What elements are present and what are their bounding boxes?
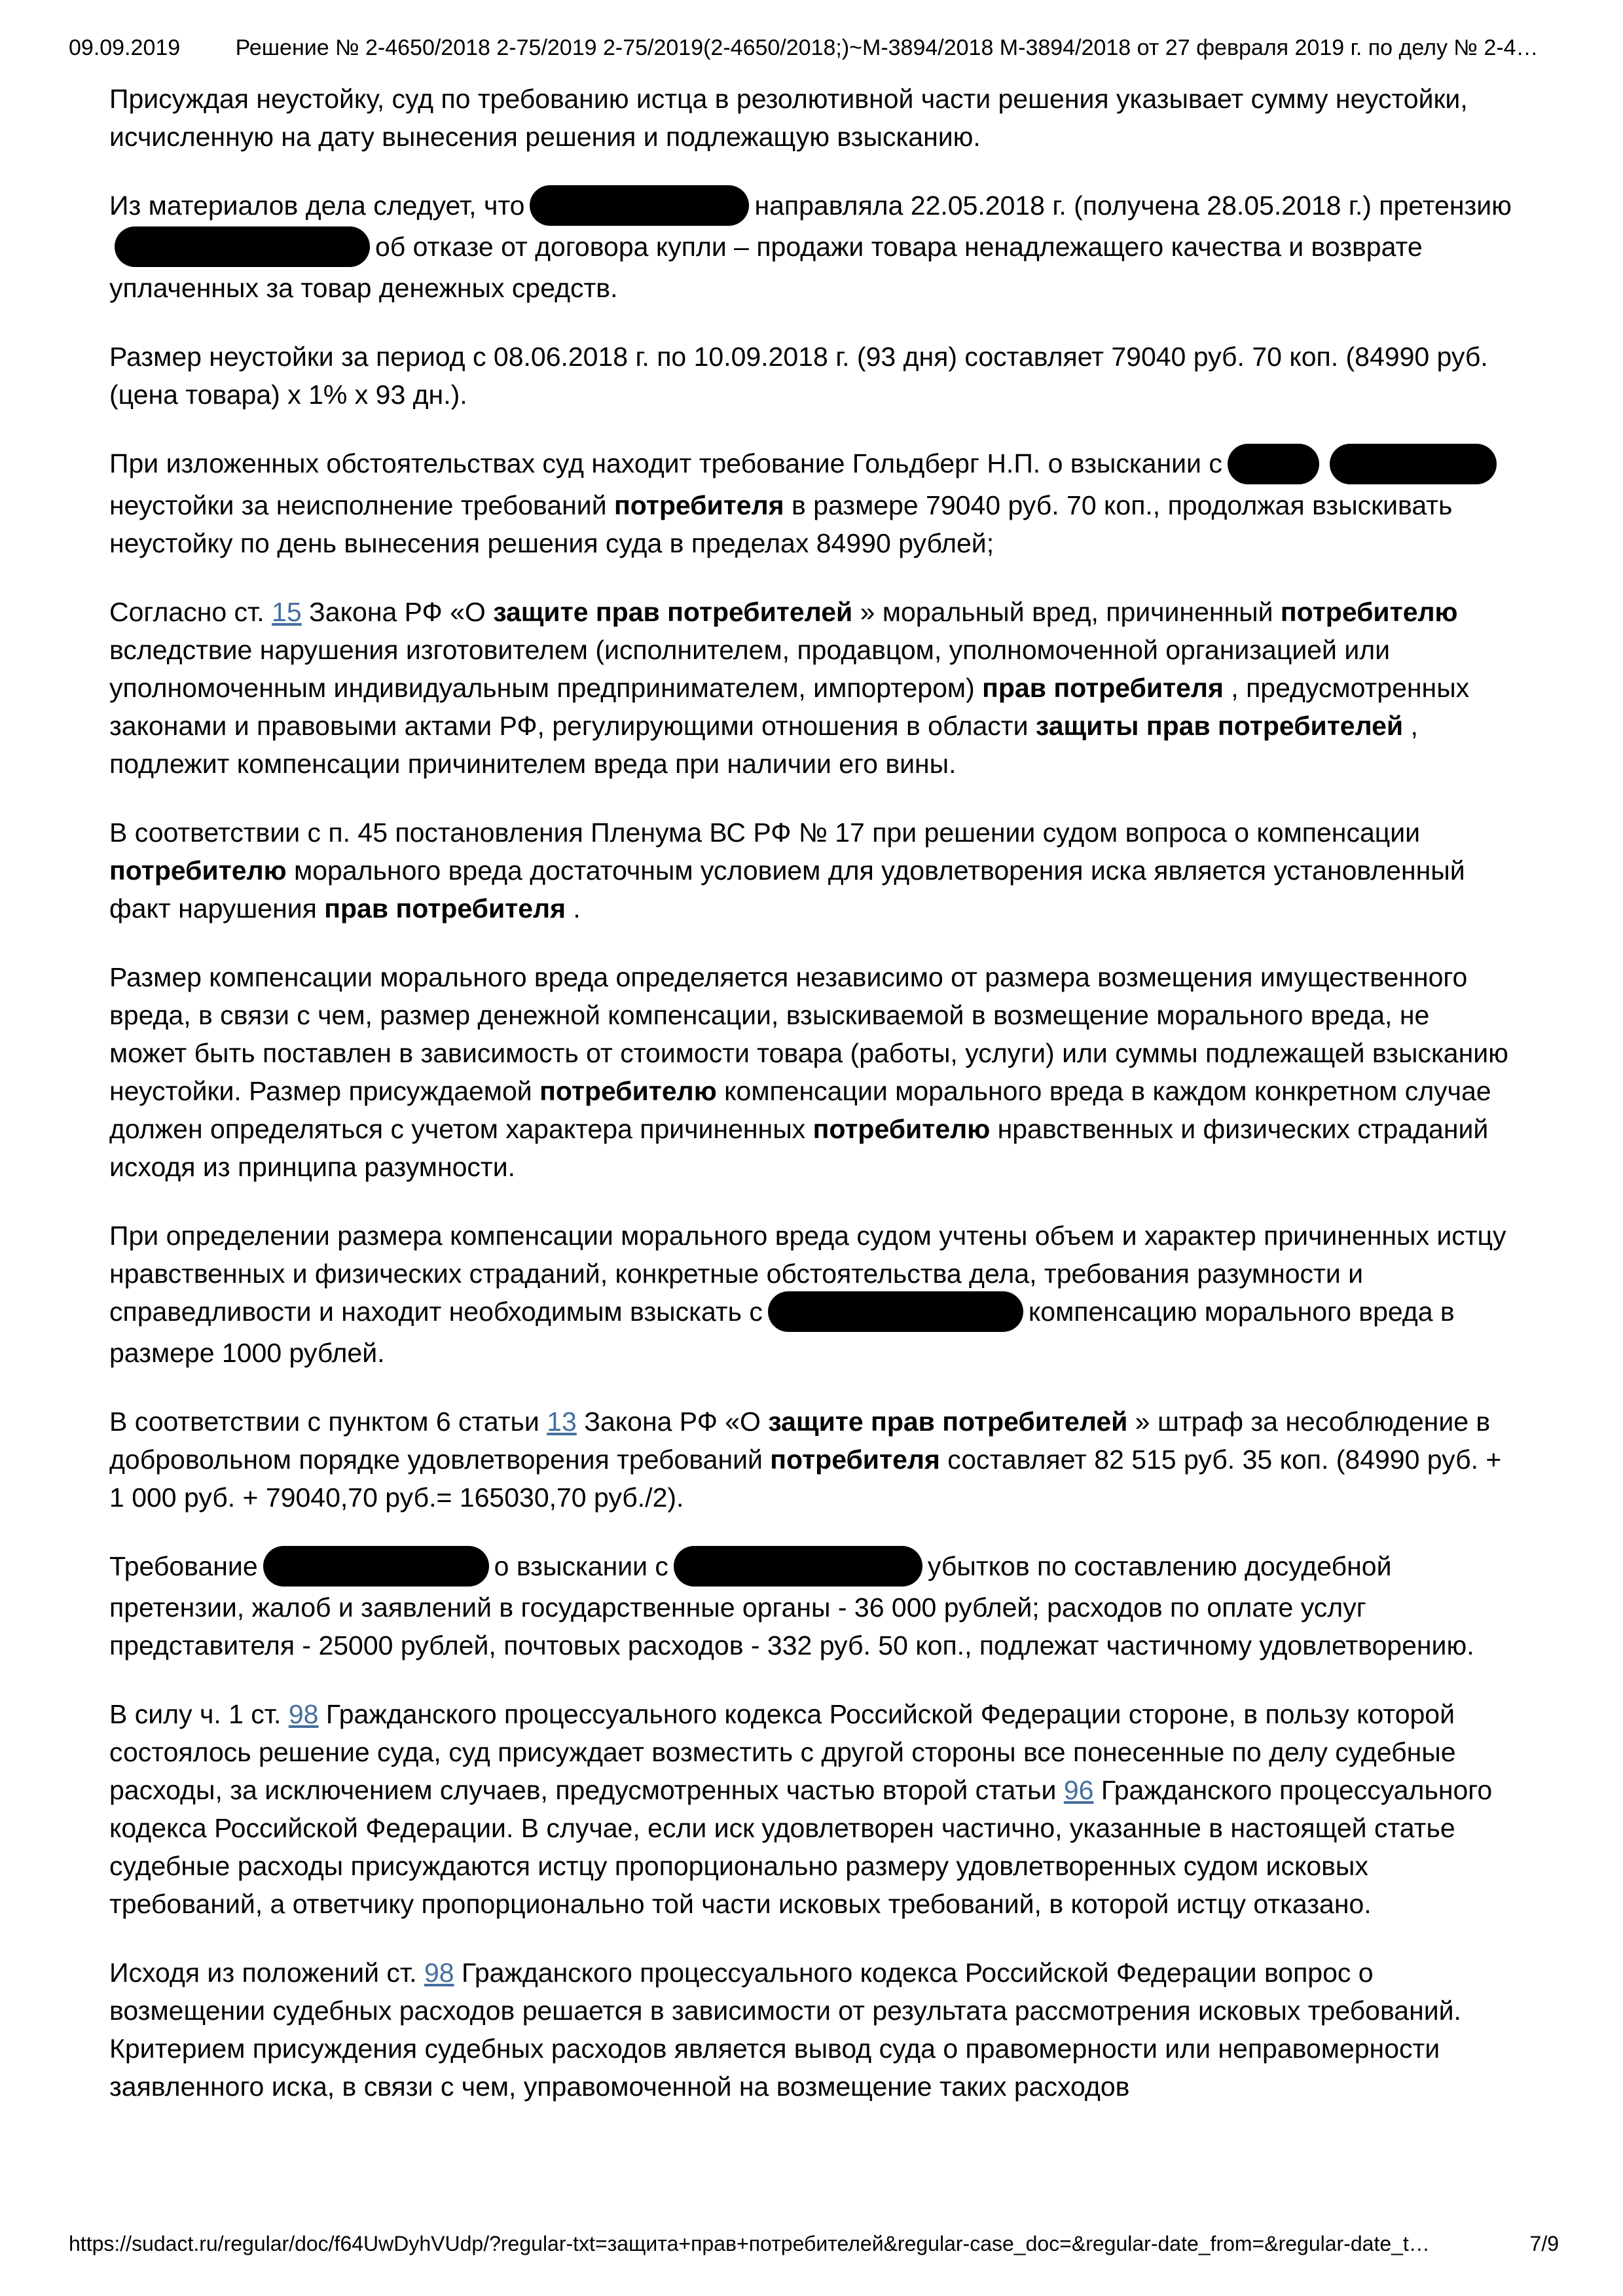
text-run: о взыскании с [494,1551,668,1581]
redaction-bar [530,185,749,226]
print-header-date: 09.09.2019 [69,35,181,60]
text-run: нравственных и физических страданий исходя из принципа разумности. [109,1113,1489,1182]
text-run: Согласно ст. [109,596,272,627]
paragraph [109,814,1514,927]
paragraph [109,1217,1514,1372]
statute-article-link[interactable]: 96 [1063,1774,1094,1805]
text-run: , предусмотренных законами и правовыми актами РФ, регулирующими отношения в области [109,672,1470,741]
text-run: Размер неустойки за период с 08.06.2018 г. по 10.09.2018 г. (93 дня) составляет 79040 руб. 70 коп. (84990 руб. (цена товара) х 1% х 93 дн.). [109,342,1488,410]
paragraph [109,444,1514,562]
highlighted-term: защите прав потребителей [493,596,853,627]
redaction-bar [1330,444,1497,484]
paragraph [109,958,1514,1186]
redaction-bar [1228,444,1319,484]
paragraph [109,80,1514,156]
text-run: Гражданского процессуального кодекса Российской Федерации. В случае, если иск удовлетворен частично, указанные в настоящей статье судебные расходы присуждаются истцу пропорционально размеру удовлетворенных судом исковых требований, а ответчику пропорционально той части исковых требований, в которой истцу отказано. [109,1774,1493,1919]
statute-article-link[interactable]: 98 [424,1957,454,1988]
text-run: В соответствии с п. 45 постановления Пленума ВС РФ № 17 при решении судом вопроса о компенсации [109,817,1421,848]
text-run: В силу ч. 1 ст. [109,1698,289,1729]
text-run: вследствие нарушения изготовителем (исполнителем, продавцом, уполномоченной организацией или уполномоченным индивидуальным предпринимателем, импортером) [109,634,1391,703]
redaction-bar [768,1291,1023,1332]
paragraph [109,1403,1514,1516]
text-run: » моральный вред, причиненный [852,596,1281,627]
highlighted-term: потребителю [109,855,287,886]
text-run: Требование [109,1551,258,1581]
redaction-bar [115,226,370,267]
text-run: » штраф за несоблюдение в добровольном порядке удовлетворения требований [109,1406,1491,1475]
paragraph [109,1547,1514,1664]
highlighted-term: потребителя [614,490,784,520]
paragraph [109,187,1514,307]
text-run: Размер компенсации морального вреда определяется независимо от размера возмещения имущественного вреда, в связи с чем, размер денежной компенсации, взыскиваемой в возмещение морального вреда, не может быть поставлен в зависимость от стоимости товара (работы, услуги) или суммы подлежащей взысканию неустойки. Размер присуждаемой [109,961,1508,1106]
text-run: , подлежит компенсации причинителем вреда при наличии его вины. [109,710,1418,779]
highlighted-term: потребителю [539,1075,717,1106]
text-run: компенсации морального вреда в каждом конкретном случае должен определяться с учетом характера причиненных [109,1075,1491,1144]
highlighted-term: защите прав потребителей [768,1406,1128,1437]
paragraph [109,338,1514,414]
text-run: направляла 22.05.2018 г. (получена 28.05.2018 г.) претензию [754,190,1512,221]
text-run: Закона РФ «О [576,1406,769,1437]
text-run: Гражданского процессуального кодекса Российской Федерации стороне, в пользу которой состоялось решение суда, суд присуждает возместить с другой стороны все понесенные по делу судебные расходы, за исключением случаев, предусмотренных частью второй статьи [109,1698,1456,1805]
text-run: составляет 82 515 руб. 35 коп. (84990 руб. + 1 000 руб. + 79040,70 руб.= 165030,70 руб./2). [109,1444,1502,1513]
page-indicator: 7/9 [1529,2232,1559,2255]
text-run: Присуждая неустойку, суд по требованию истца в резолютивной части решения указывает сумму неустойки, исчисленную на дату вынесения решения и подлежащую взысканию. [109,84,1468,152]
highlighted-term: прав потребителя [982,672,1224,703]
paragraph [109,1954,1514,2106]
text-run: морального вреда достаточным условием для удовлетворения иска является установленный факт нарушения [109,855,1465,924]
statute-article-link[interactable]: 98 [288,1698,319,1729]
text-run: Закона РФ «О [301,596,494,627]
highlighted-term: потребителю [812,1113,991,1144]
text-run: неустойки за неисполнение требований [109,490,614,520]
highlighted-term: защиты прав потребителей [1035,710,1404,741]
text-run: Из материалов дела следует, что [109,190,525,221]
print-header [69,34,1554,62]
text-run: При определении размера компенсации морального вреда судом учтены объем и характер причиненных истцу нравственных и физических страданий, конкретные обстоятельства дела, требования разумности и справедливости и находит необходимым взыскать с [109,1220,1506,1327]
highlighted-term: потребителя [770,1444,940,1475]
text-run: убытков по составлению досудебной претензии, жалоб и заявлений в государственные органы - 36 000 рублей; расходов по оплате услуг представителя - 25000 рублей, почтовых расходов - 332 руб. 50 коп., подлежат частичному удовлетворению. [109,1551,1474,1660]
highlighted-term: потребителю [1280,596,1458,627]
text-run: При изложенных обстоятельствах суд находит требование Гольдберг Н.П. о взыскании с [109,448,1222,479]
text-run: в размере 79040 руб. 70 коп., продолжая взыскивать неустойку по день вынесения решения суда в пределах 84990 рублей; [109,490,1453,558]
text-run: компенсацию морального вреда в размере 1000 рублей. [109,1296,1455,1368]
redaction-bar [263,1546,489,1587]
text-run: Исходя из положений ст. [109,1957,424,1988]
source-url: https://sudact.ru/regular/doc/f64UwDyhVUdp/?regular-txt=защита+прав+потребителей&regular-case_doc=&regular-date_from=&regular-date_t… [69,2232,1430,2255]
print-header-title: Решение № 2-4650/2018 2-75/2019 2-75/2019(2-4650/2018;)~М-3894/2018 М-3894/2018 от 27 февраля 2019 г. по делу № 2-4… [235,35,1539,60]
highlighted-term: прав потребителя [324,893,566,924]
statute-article-link[interactable]: 13 [547,1406,577,1437]
redaction-bar [674,1546,922,1587]
text-run: . [566,893,581,924]
paragraph [109,593,1514,783]
court-decision-body [109,80,1514,2136]
text-run: об отказе от договора купли – продажи товара ненадлежащего качества и возврате уплаченных за товар денежных средств. [109,232,1423,304]
paragraph [109,1695,1514,1923]
text-run: Гражданского процессуального кодекса Российской Федерации вопрос о возмещении судебных расходов решается в зависимости от результата рассмотрения исковых требований. Критерием присуждения судебных расходов является вывод суда о правомерности или неправомерности заявленного иска, в связи с чем, управомоченной на возмещение таких расходов [109,1957,1461,2102]
print-footer [69,2231,1559,2257]
statute-article-link[interactable]: 15 [272,596,302,627]
text-run: В соответствии с пунктом 6 статьи [109,1406,547,1437]
